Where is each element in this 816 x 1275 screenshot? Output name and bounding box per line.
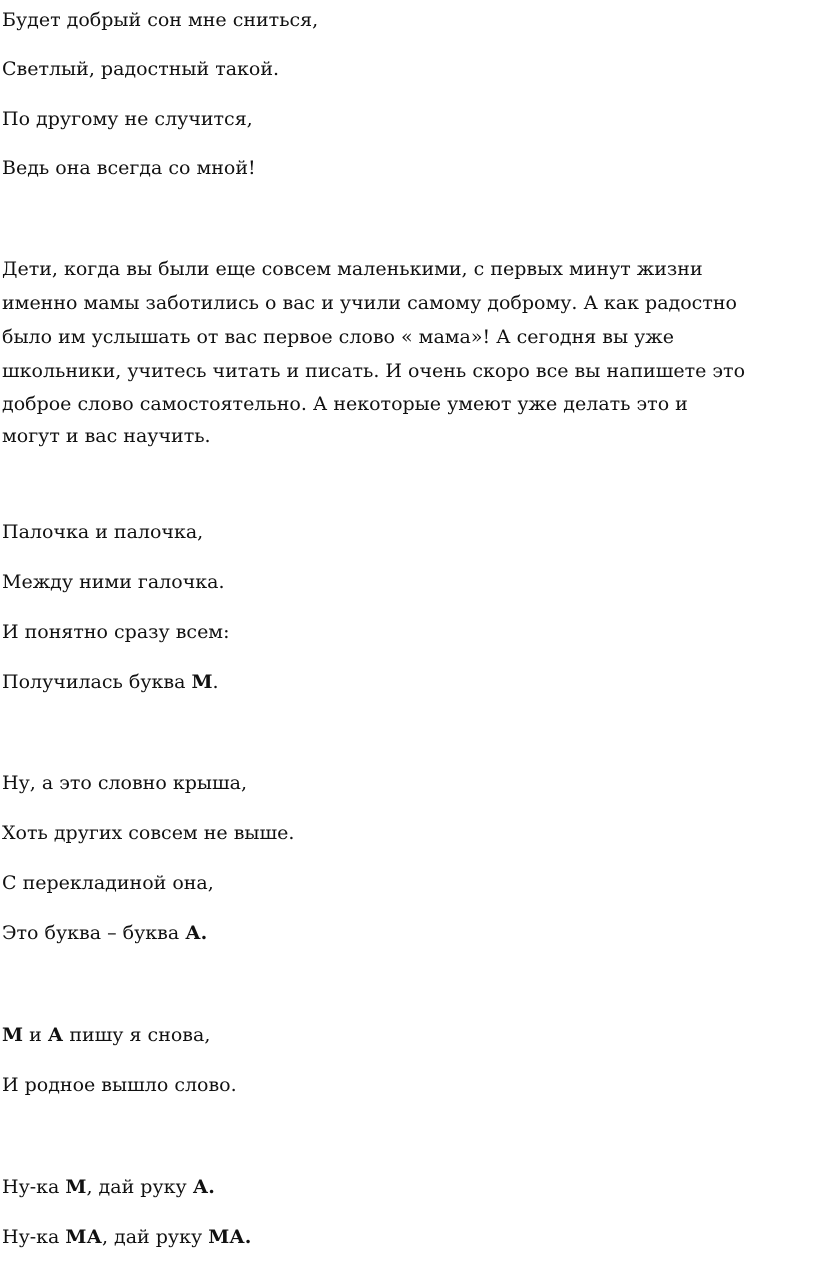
paragraph-line: доброе слово самостоятельно. А некоторые умеют уже делать это и <box>2 393 688 415</box>
poem-line: С перекладиной она, <box>2 872 214 894</box>
poem-line: Будет добрый сон мне сниться, <box>2 9 319 31</box>
poem-line <box>2 1023 210 1047</box>
paragraph-line: школьники, учитесь читать и писать. И очень скоро все вы напишете это <box>2 360 746 382</box>
bold-letter: А. <box>185 922 208 944</box>
paragraph-line: могут и вас научить. <box>2 425 211 447</box>
bold-letter: МА <box>65 1226 102 1248</box>
poem-line: Ну, а это словно крыша, <box>2 772 248 794</box>
poem-line <box>2 1175 215 1199</box>
bold-letter: А <box>47 1024 64 1046</box>
bold-letter: М <box>2 1024 24 1046</box>
line-text: . <box>212 671 219 693</box>
bold-letter: М <box>191 671 213 693</box>
poem-line: Палочка и палочка, <box>2 521 204 543</box>
poem-line <box>2 921 207 945</box>
line-text: Ну-ка <box>2 1226 66 1248</box>
poem-line <box>2 1225 251 1249</box>
bold-letter: М <box>65 1176 87 1198</box>
poem-line: Ведь она всегда со мной! <box>2 157 256 179</box>
line-text: , дай руку <box>101 1226 209 1248</box>
bold-letter: МА. <box>208 1226 252 1248</box>
line-text: пишу я снова, <box>63 1024 211 1046</box>
line-text: , дай руку <box>86 1176 193 1198</box>
poem-line: По другому не случится, <box>2 108 253 130</box>
line-text: Ну-ка <box>2 1176 66 1198</box>
paragraph-line: Дети, когда вы были еще совсем маленькими, с первых минут жизни <box>2 258 703 280</box>
paragraph-line: именно мамы заботились о вас и учили самому доброму. А как радостно <box>2 292 737 314</box>
line-text: и <box>23 1024 48 1046</box>
paragraph-line: было им услышать от вас первое слово « мама»! А сегодня вы уже <box>2 326 675 348</box>
line-text: Это буква – буква <box>2 922 186 944</box>
bold-letter: А. <box>192 1176 215 1198</box>
poem-line: Светлый, радостный такой. <box>2 58 280 80</box>
poem-line: Между ними галочка. <box>2 571 225 593</box>
poem-line: И родное вышло слово. <box>2 1074 237 1096</box>
poem-line: И понятно сразу всем: <box>2 621 230 643</box>
poem-line <box>2 670 219 694</box>
poem-line: Хоть других совсем не выше. <box>2 822 295 844</box>
line-text: Получилась буква <box>2 671 192 693</box>
